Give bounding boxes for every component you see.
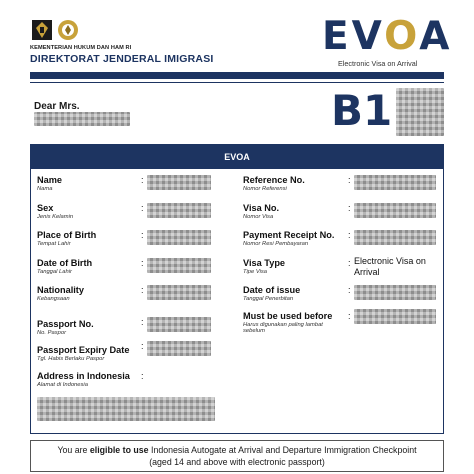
- field-passport-no: Passport No. No. Paspor: [37, 319, 94, 336]
- redacted-value: [147, 285, 211, 300]
- field-visa-type: Visa Type Tipe Visa: [243, 258, 286, 275]
- evoa-details-panel: [30, 144, 444, 434]
- colon: :: [141, 285, 144, 295]
- immigration-emblem-icon: [56, 18, 80, 42]
- redacted-value: [147, 317, 211, 332]
- field-name: Name Nama: [37, 175, 63, 192]
- field-date-of-birth: Date of Birth Tanggal Lahir: [37, 258, 93, 275]
- field-date-of-issue: Date of issue Tanggal Penerbitan: [243, 285, 301, 302]
- colon: :: [348, 203, 351, 213]
- colon: :: [141, 317, 144, 327]
- redacted-value: [354, 230, 436, 245]
- field-sex: Sex Jenis Kelamin: [37, 203, 74, 220]
- evoa-logo-subtitle: Electronic Visa on Arrival: [338, 59, 418, 68]
- directorate-name: DIREKTORAT JENDERAL IMIGRASI: [30, 53, 214, 65]
- redacted-value: [354, 175, 436, 190]
- colon: :: [348, 258, 351, 268]
- panel-title: EVOA: [31, 145, 443, 169]
- greeting: Dear Mrs.: [34, 101, 80, 112]
- redacted-value: [147, 203, 211, 218]
- field-must-be-used-before: Must be used before Harus digunakan paling lambat sebelum: [243, 311, 333, 334]
- colon: :: [141, 203, 144, 213]
- redacted-qr-code: [396, 88, 444, 136]
- ministry-name: KEMENTERIAN HUKUM DAN HAM RI: [30, 45, 132, 51]
- field-place-of-birth: Place of Birth Tempat Lahir: [37, 230, 97, 247]
- redacted-value: [147, 341, 211, 356]
- document-header: [0, 0, 474, 82]
- colon: :: [348, 175, 351, 185]
- redacted-value: [354, 203, 436, 218]
- field-nationality: Nationality Kebangsaan: [37, 285, 84, 302]
- colon: :: [141, 175, 144, 185]
- evoa-logo: EVOA: [322, 14, 453, 59]
- header-divider: [30, 72, 444, 79]
- colon: :: [348, 230, 351, 240]
- field-visa-no: Visa No. Nomor Visa: [243, 203, 280, 220]
- ministry-emblem-icon: [30, 18, 54, 42]
- visa-type-badge: B1: [331, 86, 393, 135]
- redacted-value: [147, 230, 211, 245]
- colon: :: [141, 371, 144, 381]
- redacted-value: [354, 285, 436, 300]
- autogate-eligibility-notice: You are eligible to use Indonesia Autogate at Arrival and Departure Immigration Checkpoint (aged 14 and above with electronic passport): [30, 440, 444, 472]
- visa-type-value: Electronic Visa on Arrival: [354, 256, 426, 277]
- redacted-address: [37, 397, 215, 421]
- colon: :: [141, 341, 144, 351]
- colon: :: [348, 311, 351, 321]
- redacted-name: [34, 112, 130, 126]
- field-payment-receipt-no: Payment Receipt No. Nomor Resi Pembayaran: [243, 230, 335, 247]
- field-address: Address in Indonesia Alamat di Indonesia: [37, 371, 130, 388]
- field-passport-expiry: Passport Expiry Date Tgl. Habis Berlaku Paspor: [37, 345, 130, 362]
- redacted-value: [147, 258, 211, 273]
- colon: :: [348, 285, 351, 295]
- header-divider-thin: [30, 82, 444, 83]
- colon: :: [141, 230, 144, 240]
- redacted-value: [354, 309, 436, 324]
- colon: :: [141, 258, 144, 268]
- field-reference-no: Reference No. Nomor Referensi: [243, 175, 305, 192]
- redacted-value: [147, 175, 211, 190]
